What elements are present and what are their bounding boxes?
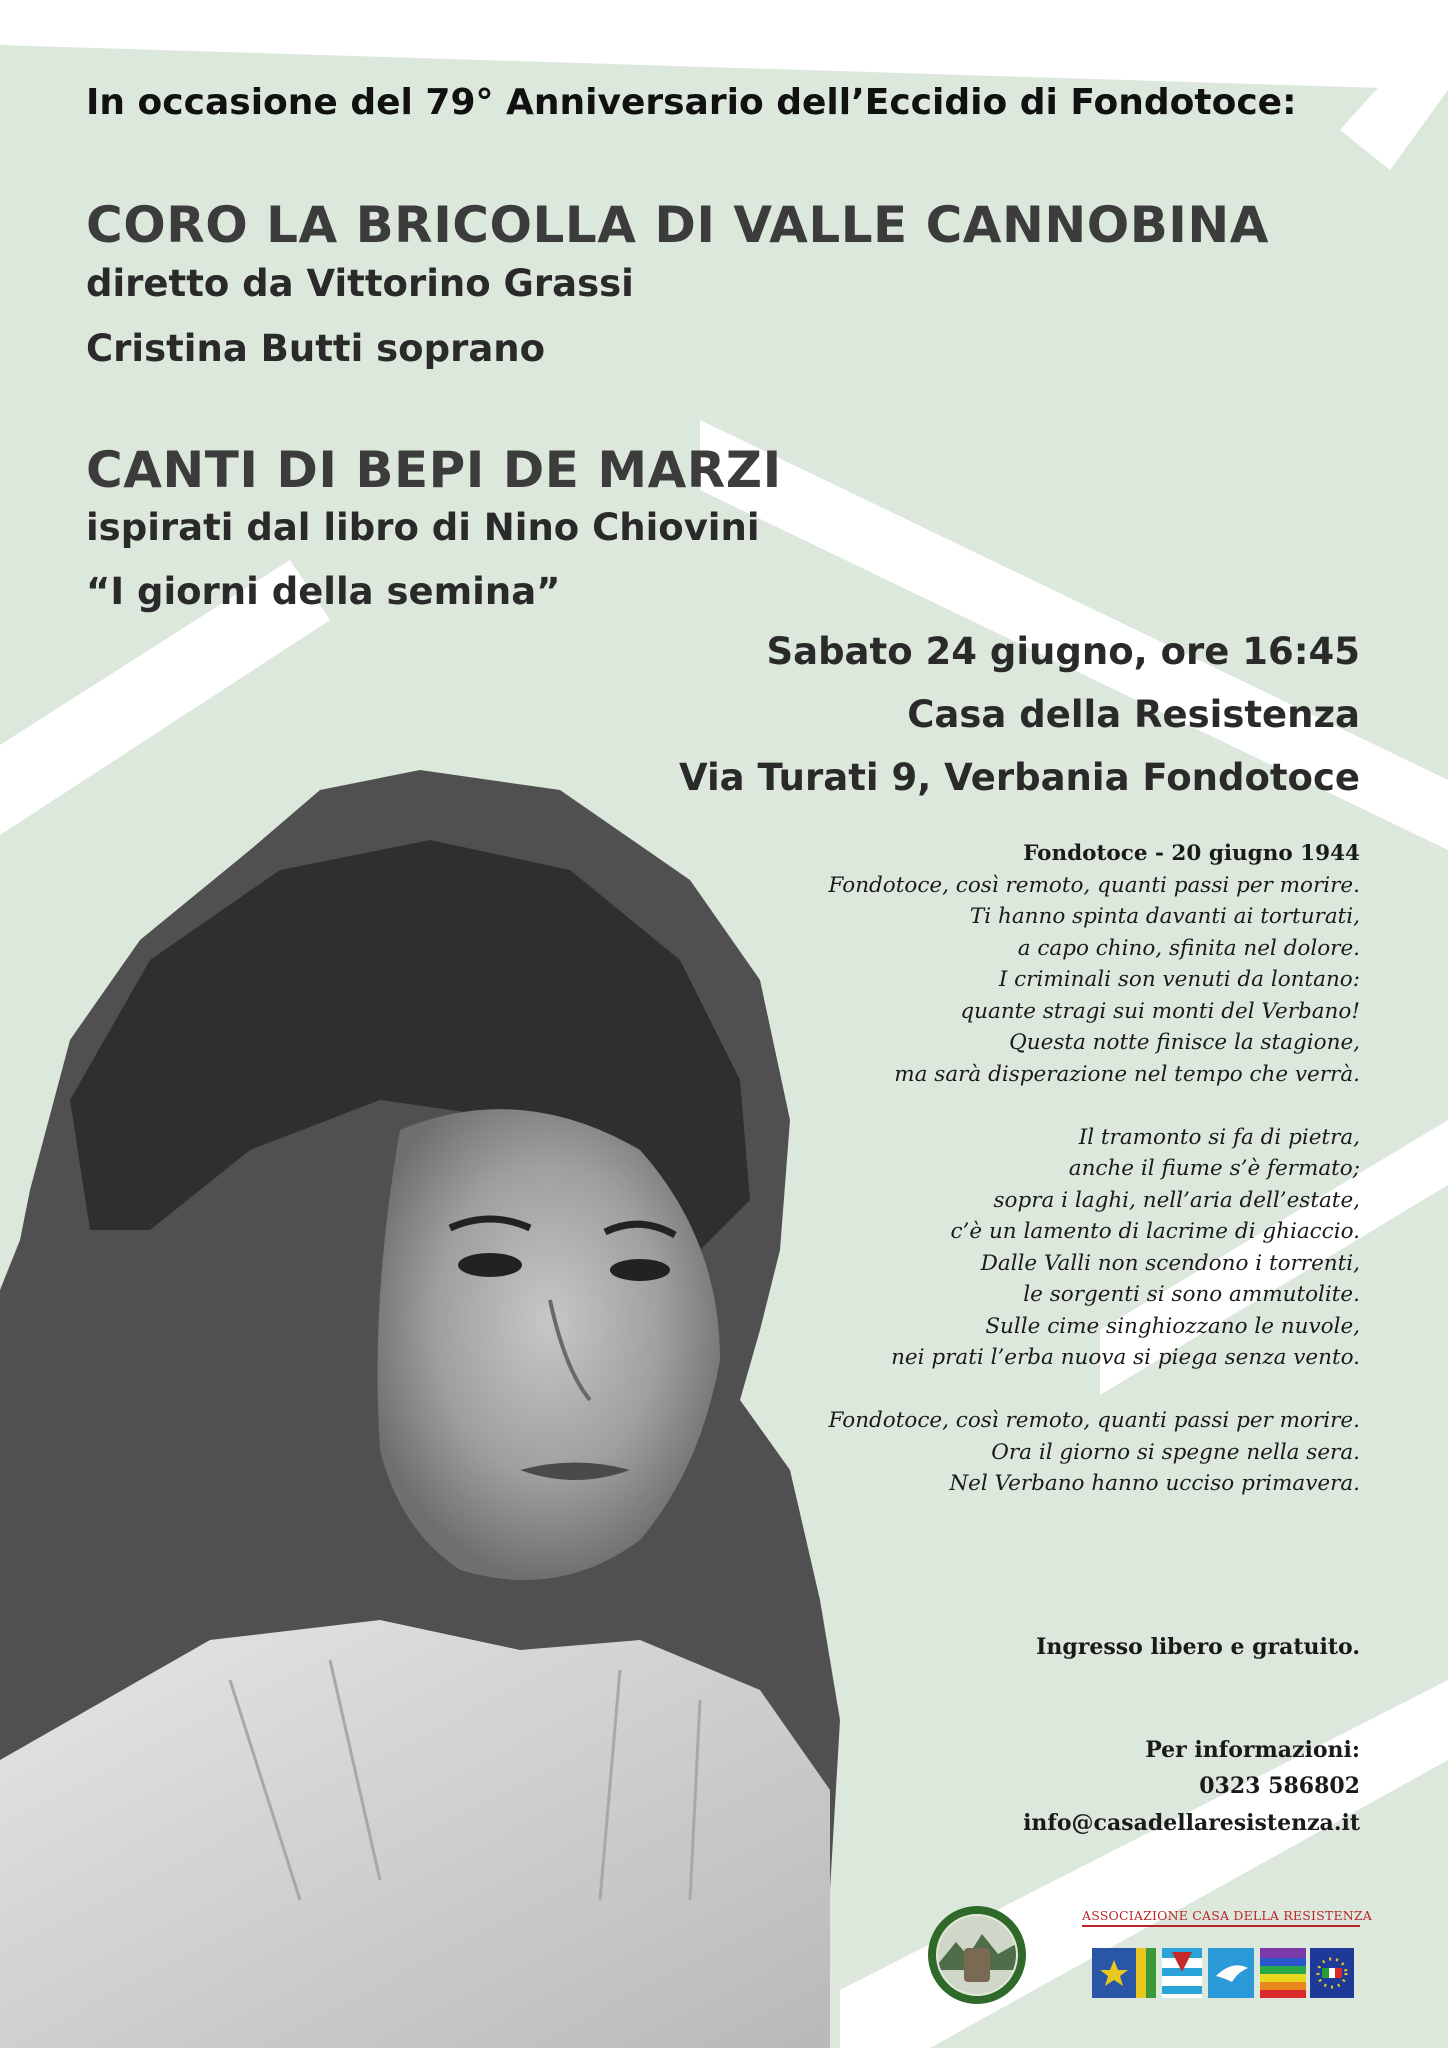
association-logo — [1082, 1908, 1373, 2008]
poem-line: nei prati l’erba nuova si piega senza vento. — [891, 1345, 1360, 1370]
poem-line: sopra i laghi, nell’aria dell’estate, — [993, 1187, 1360, 1213]
info-email: info@casadellaresistenza.it — [1023, 1810, 1360, 1836]
poem-line: ma sarà disperazione nel tempo che verrà. — [894, 1061, 1360, 1087]
poem-line: Sulle cime singhiozzano le nuvole, — [985, 1313, 1360, 1339]
songs-book-title: “I giorni della semina” — [86, 570, 561, 613]
poem-line: Questa notte finisce la stagione, — [1009, 1030, 1360, 1055]
poem-stanza-2 — [660, 1122, 1360, 1374]
songs-inspiration: ispirati dal libro di Nino Chiovini — [86, 506, 760, 549]
poem-line: Il tramonto si fa di pietra, — [1078, 1124, 1360, 1150]
admission-note: Ingresso libero e gratuito. — [1036, 1634, 1360, 1660]
poem-line: Dalle Valli non scendono i torrenti, — [980, 1250, 1360, 1276]
poem-line: quante stragi sui monti del Verbano! — [960, 998, 1360, 1024]
association-flags-icon — [1092, 1942, 1354, 2000]
poem-line: Nel Verbano hanno ucciso primavera. — [949, 1471, 1360, 1496]
info-phone: 0323 586802 — [1199, 1773, 1360, 1799]
event-place: Casa della Resistenza — [907, 693, 1360, 736]
poem-stanza-1 — [660, 870, 1360, 1091]
poem-line: Ora il giorno si spegne nella sera. — [991, 1439, 1360, 1465]
headline: In occasione del 79° Anniversario dell’Eccidio di Fondotoce: — [86, 82, 1297, 123]
info-heading: Per informazioni: — [1145, 1737, 1360, 1763]
songs-title: CANTI DI BEPI DE MARZI — [86, 441, 782, 499]
poem-line: le sorgenti si sono ammutolite. — [1023, 1282, 1360, 1307]
poem-line: Ti hanno spinta davanti ai torturati, — [969, 904, 1360, 929]
poem-line: c’è un lamento di lacrime di ghiaccio. — [950, 1219, 1360, 1244]
event-date: Sabato 24 giugno, ore 16:45 — [766, 630, 1360, 673]
event-address: Via Turati 9, Verbania Fondotoce — [678, 756, 1360, 799]
choir-soprano: Cristina Butti soprano — [86, 327, 546, 370]
poem-line: anche il fiume s’è fermato; — [1068, 1156, 1360, 1181]
poem-line: a capo chino, sfinita nel dolore. — [1017, 935, 1360, 961]
choir-emblem-icon — [926, 1904, 1028, 2006]
poem-stanza-3 — [660, 1405, 1360, 1500]
poem-line: I criminali son venuti da lontano: — [998, 967, 1360, 992]
association-name: ASSOCIAZIONE CASA DELLA RESISTENZA — [1082, 1908, 1360, 1927]
choir-director: diretto da Vittorino Grassi — [86, 262, 634, 305]
poem-line: Fondotoce, così remoto, quanti passi per morire. — [828, 1408, 1360, 1433]
choir-title: CORO LA BRICOLLA DI VALLE CANNOBINA — [86, 196, 1269, 254]
poem-line: Fondotoce, così remoto, quanti passi per morire. — [828, 872, 1360, 898]
poem — [660, 838, 1360, 1531]
poem-title: Fondotoce - 20 giugno 1944 — [1023, 841, 1360, 866]
